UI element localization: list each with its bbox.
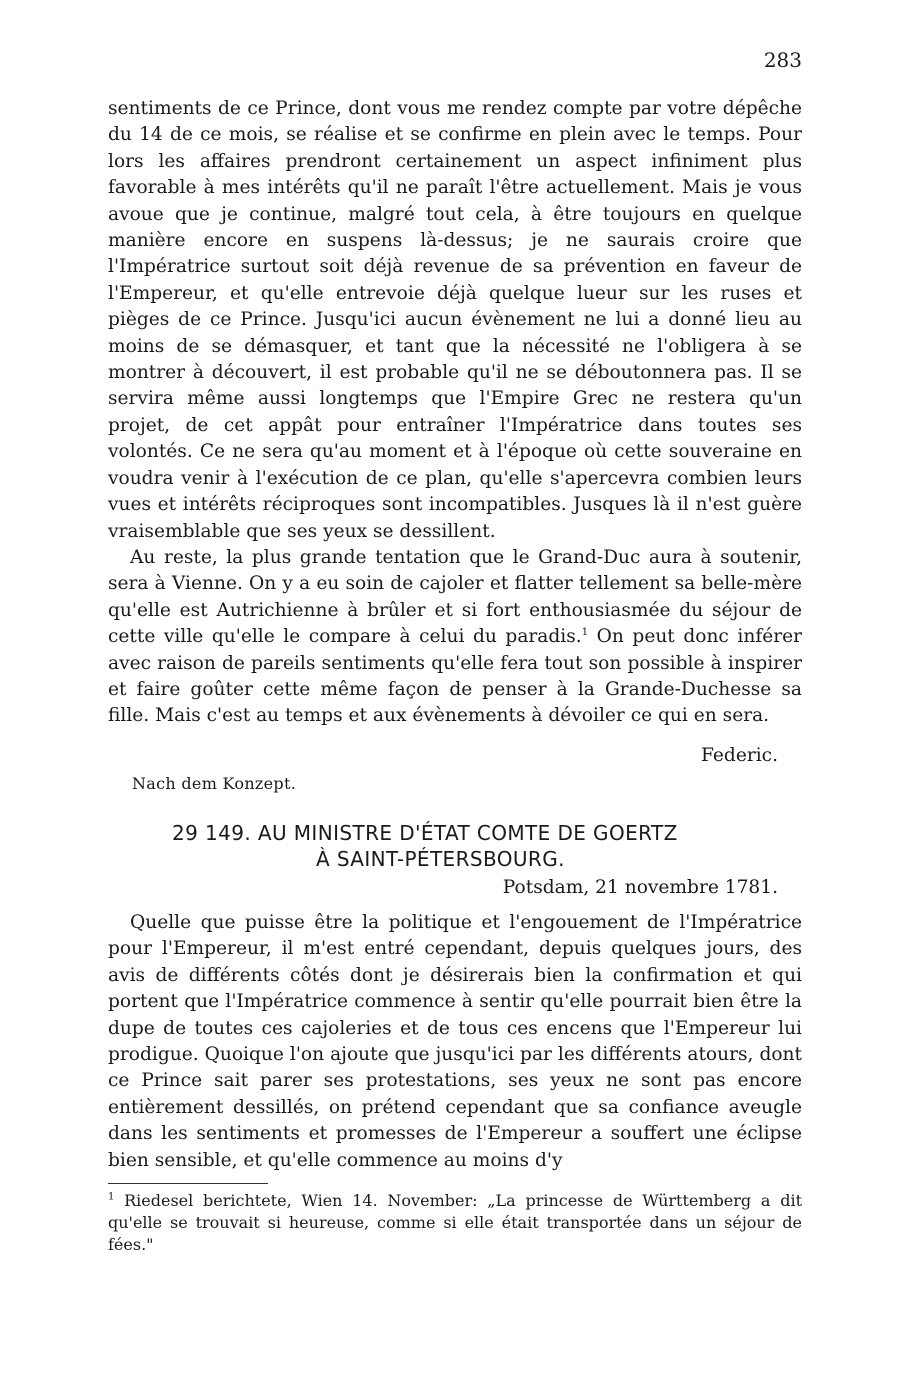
paragraph-2-text: Au reste, la plus grande tentation que le Grand-Duc aura à soutenir, sera à Vienne. On y a eu soin de cajoler et flatter tellement sa belle-mère qu'elle est Autrichienne à brûler et si fort enthousiasmée du séjour de cette ville qu'elle le compare à celui du paradis. [108,546,802,648]
new-letter-text [108,910,802,1174]
footnote-divider [108,1183,268,1184]
paragraph-1: sentiments de ce Prince, dont vous me rendez compte par votre dépêche du 14 de ce mois, se réalise et se confirme en plein avec le temps. Pour lors les affaires prendront certainement un aspect infiniment plus favorable à mes intérêts qu'il ne paraît l'être actuellement. Mais je vous avoue que je continue, malgré tout cela, à être toujours en quelque manière encore en suspens là-dessus; je ne saurais croire que l'Impératrice surtout soit déjà revenue de sa prévention en faveur de l'Empereur, et qu'elle entrevoie déjà quelque lueur sur les ruses et pièges de ce Prince. Jusqu'ici aucun évènement ne lui a donné lieu au moins de se démasquer, et tant que la nécessité ne l'obligera à se montrer à découvert, il est probable qu'il ne se déboutonnera pas. Il se servira même aussi longtemps que l'Empire Grec ne restera qu'un projet, de cet appât pour entraîner l'Impératrice dans toutes ses volontés. Ce ne sera qu'au moment et à l'époque où cette souveraine en voudra venir à l'exécution de ce plan, qu'elle s'apercevra combien leurs vues et intérêts réciproques sont incompatibles. Jusques là il n'est guère vraisemblable que ses yeux se dessillent. [108,98,802,542]
place-date: Potsdam, 21 novembre 1781. [502,877,778,898]
footnote-number: 1 [108,1191,115,1203]
letter-heading-line-2: À SAINT-PÉTERSBOURG. [316,847,565,871]
paragraph-2 [108,545,802,730]
footnote-text: Riedesel berichtete, Wien 14. November: „La princesse de Württemberg a dit qu'elle se trouvait si heureuse, comme si elle était transportée dans un séjour de fées." [108,1191,802,1254]
footnote [108,1190,802,1256]
footnote-marker: 1 [581,626,589,638]
page-number: 283 [763,48,802,72]
source-note: Nach dem Konzept. [132,774,297,793]
continued-letter-text [108,96,802,730]
letter-heading-line-1: 29 149. AU MINISTRE D'ÉTAT COMTE DE GOERTZ [172,821,678,845]
signature: Federic. [701,745,778,766]
paragraph-3: Quelle que puisse être la politique et l'engouement de l'Impératrice pour l'Empereur, il m'est entré cependant, depuis quelques jours, des avis de différents côtés dont je désirerais bien la confirmation et qui portent que l'Impératrice commence à sentir qu'elle pourrait bien être la dupe de toutes ces cajoleries et de tous ces encens que l'Empereur lui prodigue. Quoique l'on ajoute que jusqu'ici par les différents atours, dont ce Prince sait parer ses protestations, ses yeux ne sont pas encore entièrement dessillés, on prétend cependant que sa confiance aveugle dans les sentiments et promesses de l'Empereur a souffert une éclipse bien sensible, et qu'elle commence au moins d'y [108,912,802,1171]
paragraph-2-continuation: On peut donc inférer avec raison de pareils sentiments qu'elle fera tout son possible à inspirer et faire goûter cette même façon de penser à la Grande-Duchesse sa fille. Mais c'est au temps et aux évènements à dévoiler ce qui en sera. [108,626,802,727]
